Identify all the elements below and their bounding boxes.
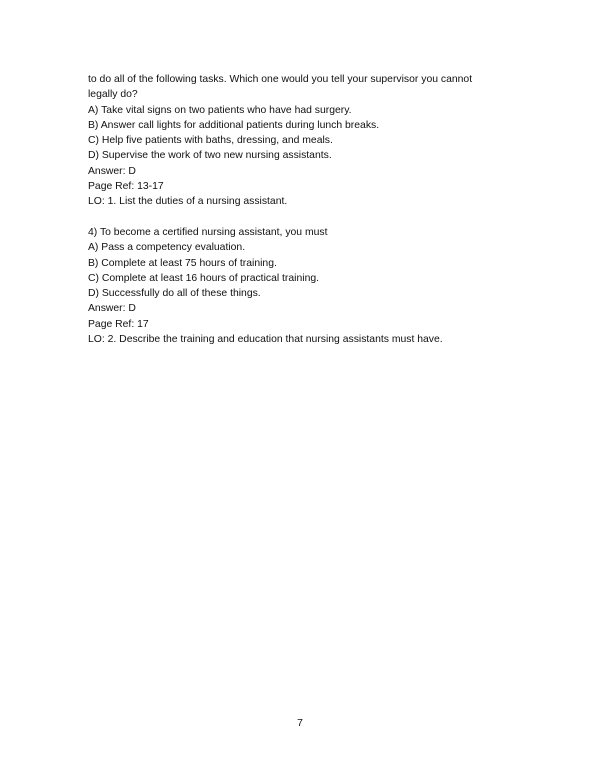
question-4-option-a: A) Pass a competency evaluation. — [88, 242, 246, 254]
question-3-page-ref: Page Ref: 13-17 — [88, 181, 164, 193]
question-4-block — [88, 225, 518, 347]
question-4-stem: 4) To become a certified nursing assistant, you must — [88, 226, 328, 238]
question-3-option-c: C) Help five patients with baths, dressing, and meals. — [88, 135, 333, 147]
page-number: 7 — [297, 718, 303, 729]
question-4-option-b: B) Complete at least 75 hours of training. — [88, 257, 277, 269]
question-4-answer: Answer: D — [88, 303, 136, 315]
page-content — [88, 72, 518, 347]
question-4-page-ref: Page Ref: 17 — [88, 318, 149, 330]
paragraph-gap — [88, 210, 518, 225]
question-3-block — [88, 72, 518, 210]
question-3-stem-line-1: to do all of the following tasks. Which one would you tell your supervisor you cannot — [88, 74, 473, 85]
question-3-stem-line-2: legally do? — [88, 89, 138, 101]
question-3-answer: Answer: D — [88, 165, 136, 177]
question-4-option-c: C) Complete at least 16 hours of practical training. — [88, 272, 320, 284]
question-3-learning-objective: LO: 1. List the duties of a nursing assistant. — [88, 196, 288, 208]
question-4-learning-objective: LO: 2. Describe the training and education that nursing assistants must have. — [88, 334, 443, 346]
question-3-option-a: A) Take vital signs on two patients who have had surgery. — [88, 104, 352, 116]
question-3-option-d: D) Supervise the work of two new nursing assistants. — [88, 150, 332, 162]
question-3-option-b: B) Answer call lights for additional patients during lunch breaks. — [88, 119, 380, 131]
question-4-option-d: D) Successfully do all of these things. — [88, 288, 261, 300]
